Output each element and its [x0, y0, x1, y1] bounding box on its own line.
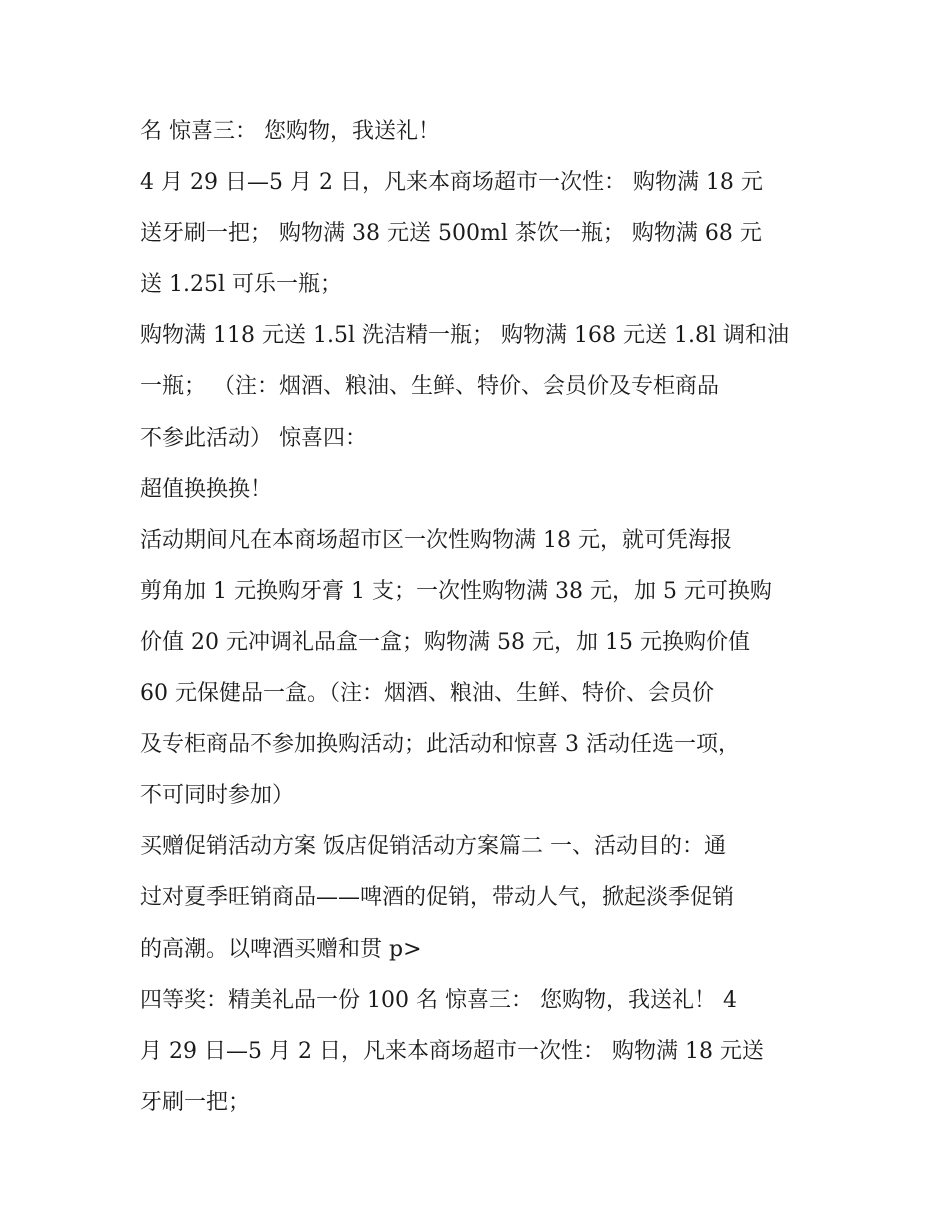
document-body — [140, 106, 820, 1128]
text-line: 四等奖：精美礼品一份 100 名 惊喜三： 您购物，我送礼！ 4 — [140, 987, 737, 1013]
text-line: 剪角加 1 元换购牙膏 1 支；一次性购物满 38 元，加 5 元可换购 — [140, 578, 772, 604]
text-line: 不参此活动） 惊喜四： — [140, 425, 367, 451]
text-line: 及专柜商品不参加换购活动；此活动和惊喜 3 活动任选一项， — [140, 732, 740, 758]
text-line: 一瓶； （注：烟酒、粮油、生鲜、特价、会员价及专柜商品 — [140, 374, 719, 400]
text-line: 送牙刷一把； 购物满 38 元送 500ml 茶饮一瓶； 购物满 68 元 — [140, 221, 762, 247]
text-line: 购物满 118 元送 1.5l 洗洁精一瓶； 购物满 168 元送 1.8l 调和油 — [140, 323, 789, 349]
text-line: 月 29 日—5 月 2 日，凡来本商场超市一次性： 购物满 18 元送 — [140, 1038, 764, 1064]
text-line: 的高潮。以啤酒买赠和贯 p> — [140, 936, 422, 962]
text-line: 送 1.25l 可乐一瓶； — [140, 272, 343, 298]
text-line: 过对夏季旺销商品——啤酒的促销，带动人气，掀起淡季促销 — [140, 885, 735, 911]
text-line: 价值 20 元冲调礼品盒一盒；购物满 58 元，加 15 元换购价值 — [140, 629, 750, 655]
text-line: 4 月 29 日—5 月 2 日，凡来本商场超市一次性： 购物满 18 元 — [140, 170, 763, 196]
text-line: 牙刷一把； — [140, 1089, 251, 1115]
text-line: 买赠促销活动方案 饭店促销活动方案篇二 一、活动目的：通 — [140, 834, 726, 860]
text-line: 60 元保健品一盒。（注：烟酒、粮油、生鲜、特价、会员价 — [140, 681, 714, 707]
text-line: 超值换换换！ — [140, 476, 273, 502]
text-line: 不可同时参加） — [140, 783, 295, 809]
text-line: 名 惊喜三： 您购物，我送礼！ — [140, 119, 440, 144]
text-line: 活动期间凡在本商场超市区一次性购物满 18 元，就可凭海报 — [140, 527, 732, 553]
